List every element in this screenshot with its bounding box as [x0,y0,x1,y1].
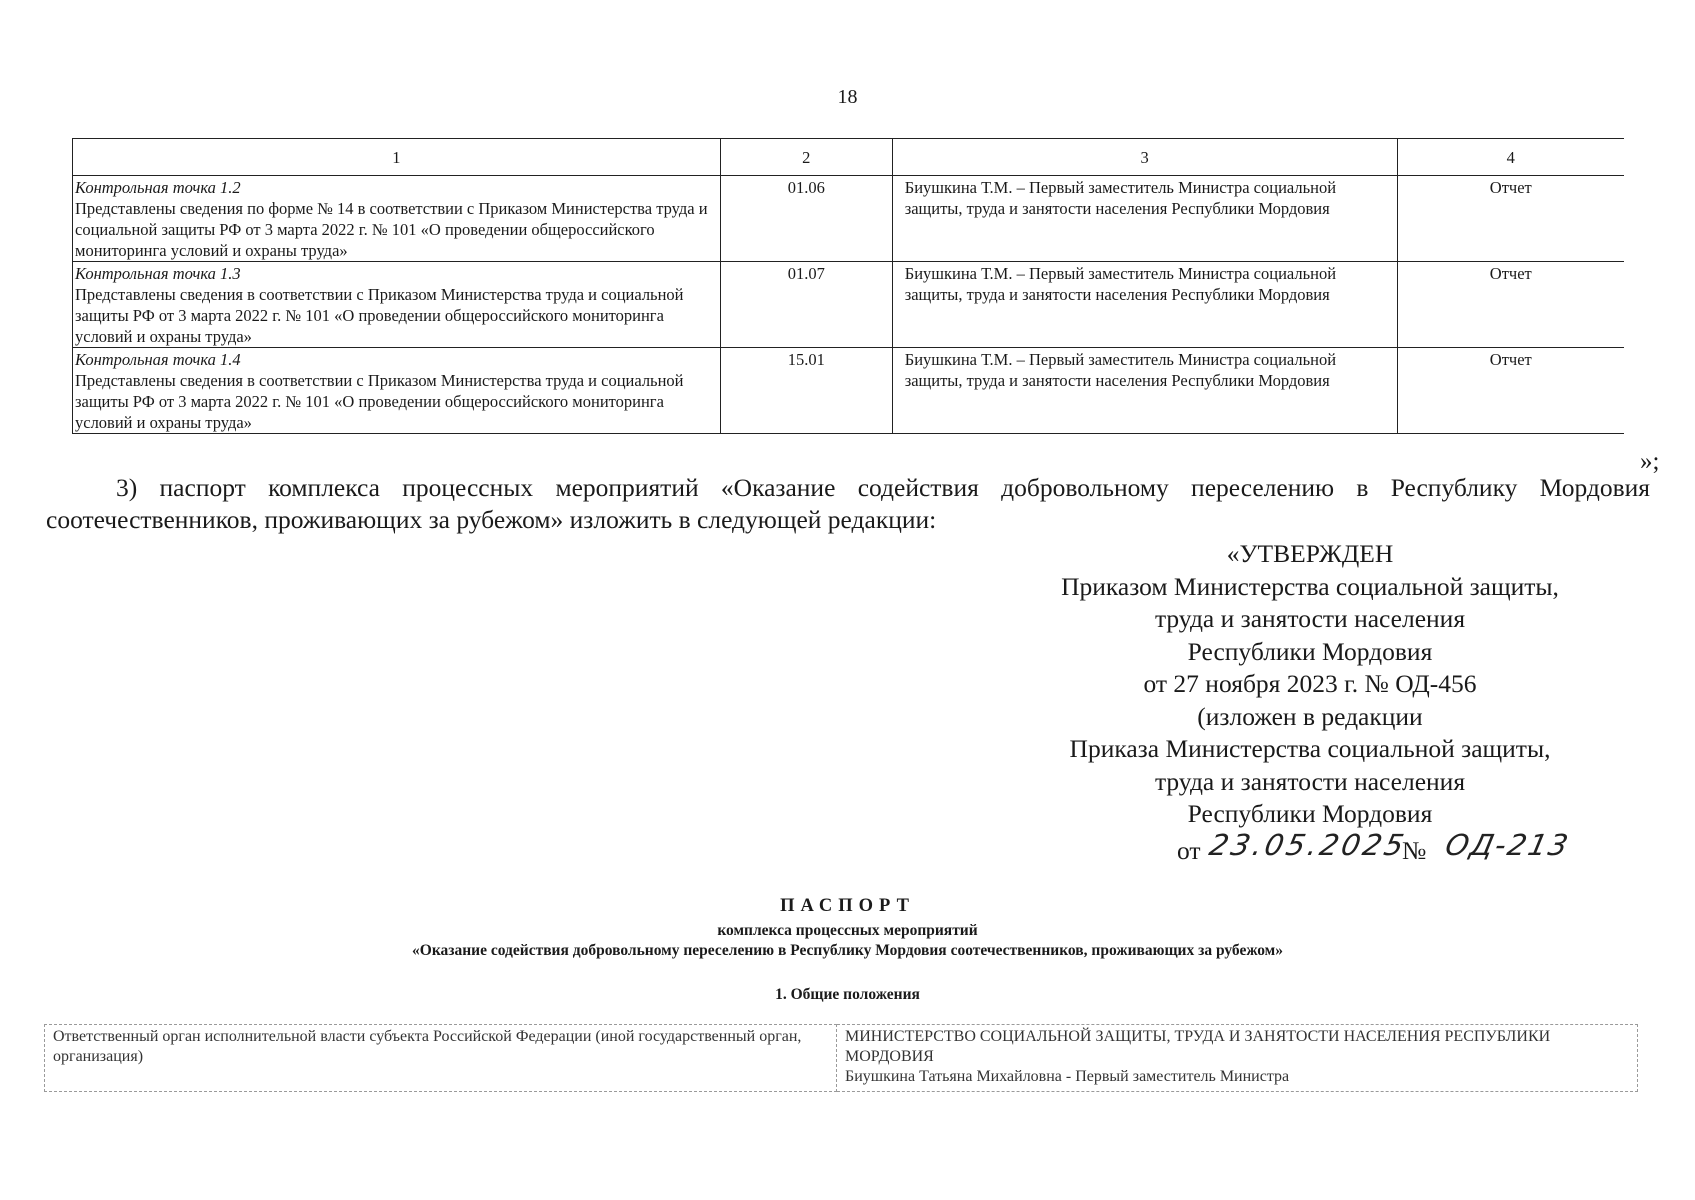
result-cell: Отчет [1397,176,1624,262]
table-row [73,348,1625,434]
control-point-text: Представлены сведения по форме № 14 в соответствии с Приказом Министерства труда и социальной защиты РФ от 3 марта 2022 г. № 101 «О проведении общероссийского мониторинга условий и охраны труда» [75,199,708,260]
control-point-text: Представлены сведения в соответствии с Приказом Министерства труда и социальной защиты РФ от 3 марта 2022 г. № 101 «О проведении общероссийского мониторинга условий и охраны труда» [75,371,684,432]
passport-subtitle: комплекса процессных мероприятий [717,922,978,939]
result-cell: Отчет [1397,348,1624,434]
date-cell: 01.07 [720,262,892,348]
column-header: 2 [720,139,892,176]
approval-line: Приказом Министерства социальной защиты, [1061,571,1559,601]
approval-line: Республики Мордовия [1187,636,1433,666]
amendment-paragraph: 3) паспорт комплекса процессных мероприятий «Оказание содействия добровольному переселению в Республику Мордовия соотечественников, проживающих за рубежом» изложить в следующей редакции: [46,473,1650,534]
closing-quote: »; [1640,448,1660,475]
column-header: 4 [1397,139,1624,176]
table-row [73,176,1625,262]
date-cell: 15.01 [720,348,892,434]
approval-line: труда и занятости населения [1154,604,1466,633]
control-point-title: Контрольная точка 1.2 [75,178,241,197]
result-cell: Отчет [1397,262,1624,348]
table-row [45,1025,1638,1092]
control-point-title: Контрольная точка 1.4 [75,350,241,369]
table-row [73,262,1625,348]
approval-line: от 27 ноября 2023 г. № ОД-456 [1143,669,1477,698]
handwritten-number: ОД-213 [1442,827,1573,862]
column-header: 1 [73,139,721,176]
ministry-name: МИНИСТЕРСТВО СОЦИАЛЬНОЙ ЗАЩИТЫ, ТРУДА И ЗАНЯТОСТИ НАСЕЛЕНИЯ РЕСПУБЛИКИ МОРДОВИЯ [845,1028,1551,1065]
passport-name: «Оказание содействия добровольному переселению в Республику Мордовия соотечественников, проживающих за рубежом» [412,942,1283,959]
date-prefix: от [1177,835,1201,865]
number-prefix: № [1402,835,1427,865]
control-point-title: Контрольная точка 1.3 [75,264,241,283]
approval-line: труда и занятости населения [1154,766,1466,796]
approval-line: Республики Мордовия [1187,799,1433,828]
control-point-cell [73,176,721,262]
handwritten-date: 23.05.2025 [1206,827,1410,862]
table-header-row [73,139,1625,176]
responsible-cell: Биушкина Т.М. – Первый заместитель Министра социальной защиты, труда и занятости населения Республики Мордовия [892,262,1397,348]
control-point-cell [73,262,721,348]
approval-line: Приказа Министерства социальной защиты, [1069,734,1551,763]
responsible-cell: Биушкина Т.М. – Первый заместитель Министра социальной защиты, труда и занятости населения Республики Мордовия [892,176,1397,262]
responsible-body-label: Ответственный орган исполнительной власти субъекта Российской Федерации (иной государственный орган, организация) [45,1025,837,1092]
section-heading: 1. Общие положения [775,986,920,1003]
handwritten-date-line [1000,827,1620,865]
passport-title: ПАСПОРТ [780,896,915,916]
approval-line: (изложен в редакции [1197,701,1423,731]
page-number: 18 [837,86,858,108]
general-provisions-table [44,1024,1638,1092]
responsible-body-value [837,1025,1638,1092]
approval-line: «УТВЕРЖДЕН [1226,539,1394,568]
control-point-cell [73,348,721,434]
date-cell: 01.06 [720,176,892,262]
responsible-cell: Биушкина Т.М. – Первый заместитель Министра социальной защиты, труда и занятости населения Республики Мордовия [892,348,1397,434]
control-point-text: Представлены сведения в соответствии с Приказом Министерства труда и социальной защиты РФ от 3 марта 2022 г. № 101 «О проведении общероссийского мониторинга условий и охраны труда» [75,285,684,346]
measures-table [72,138,1624,434]
responsible-person: Биушкина Татьяна Михайловна - Первый заместитель Министра [845,1068,1290,1085]
approval-stamp-block [1000,538,1620,865]
column-header: 3 [892,139,1397,176]
